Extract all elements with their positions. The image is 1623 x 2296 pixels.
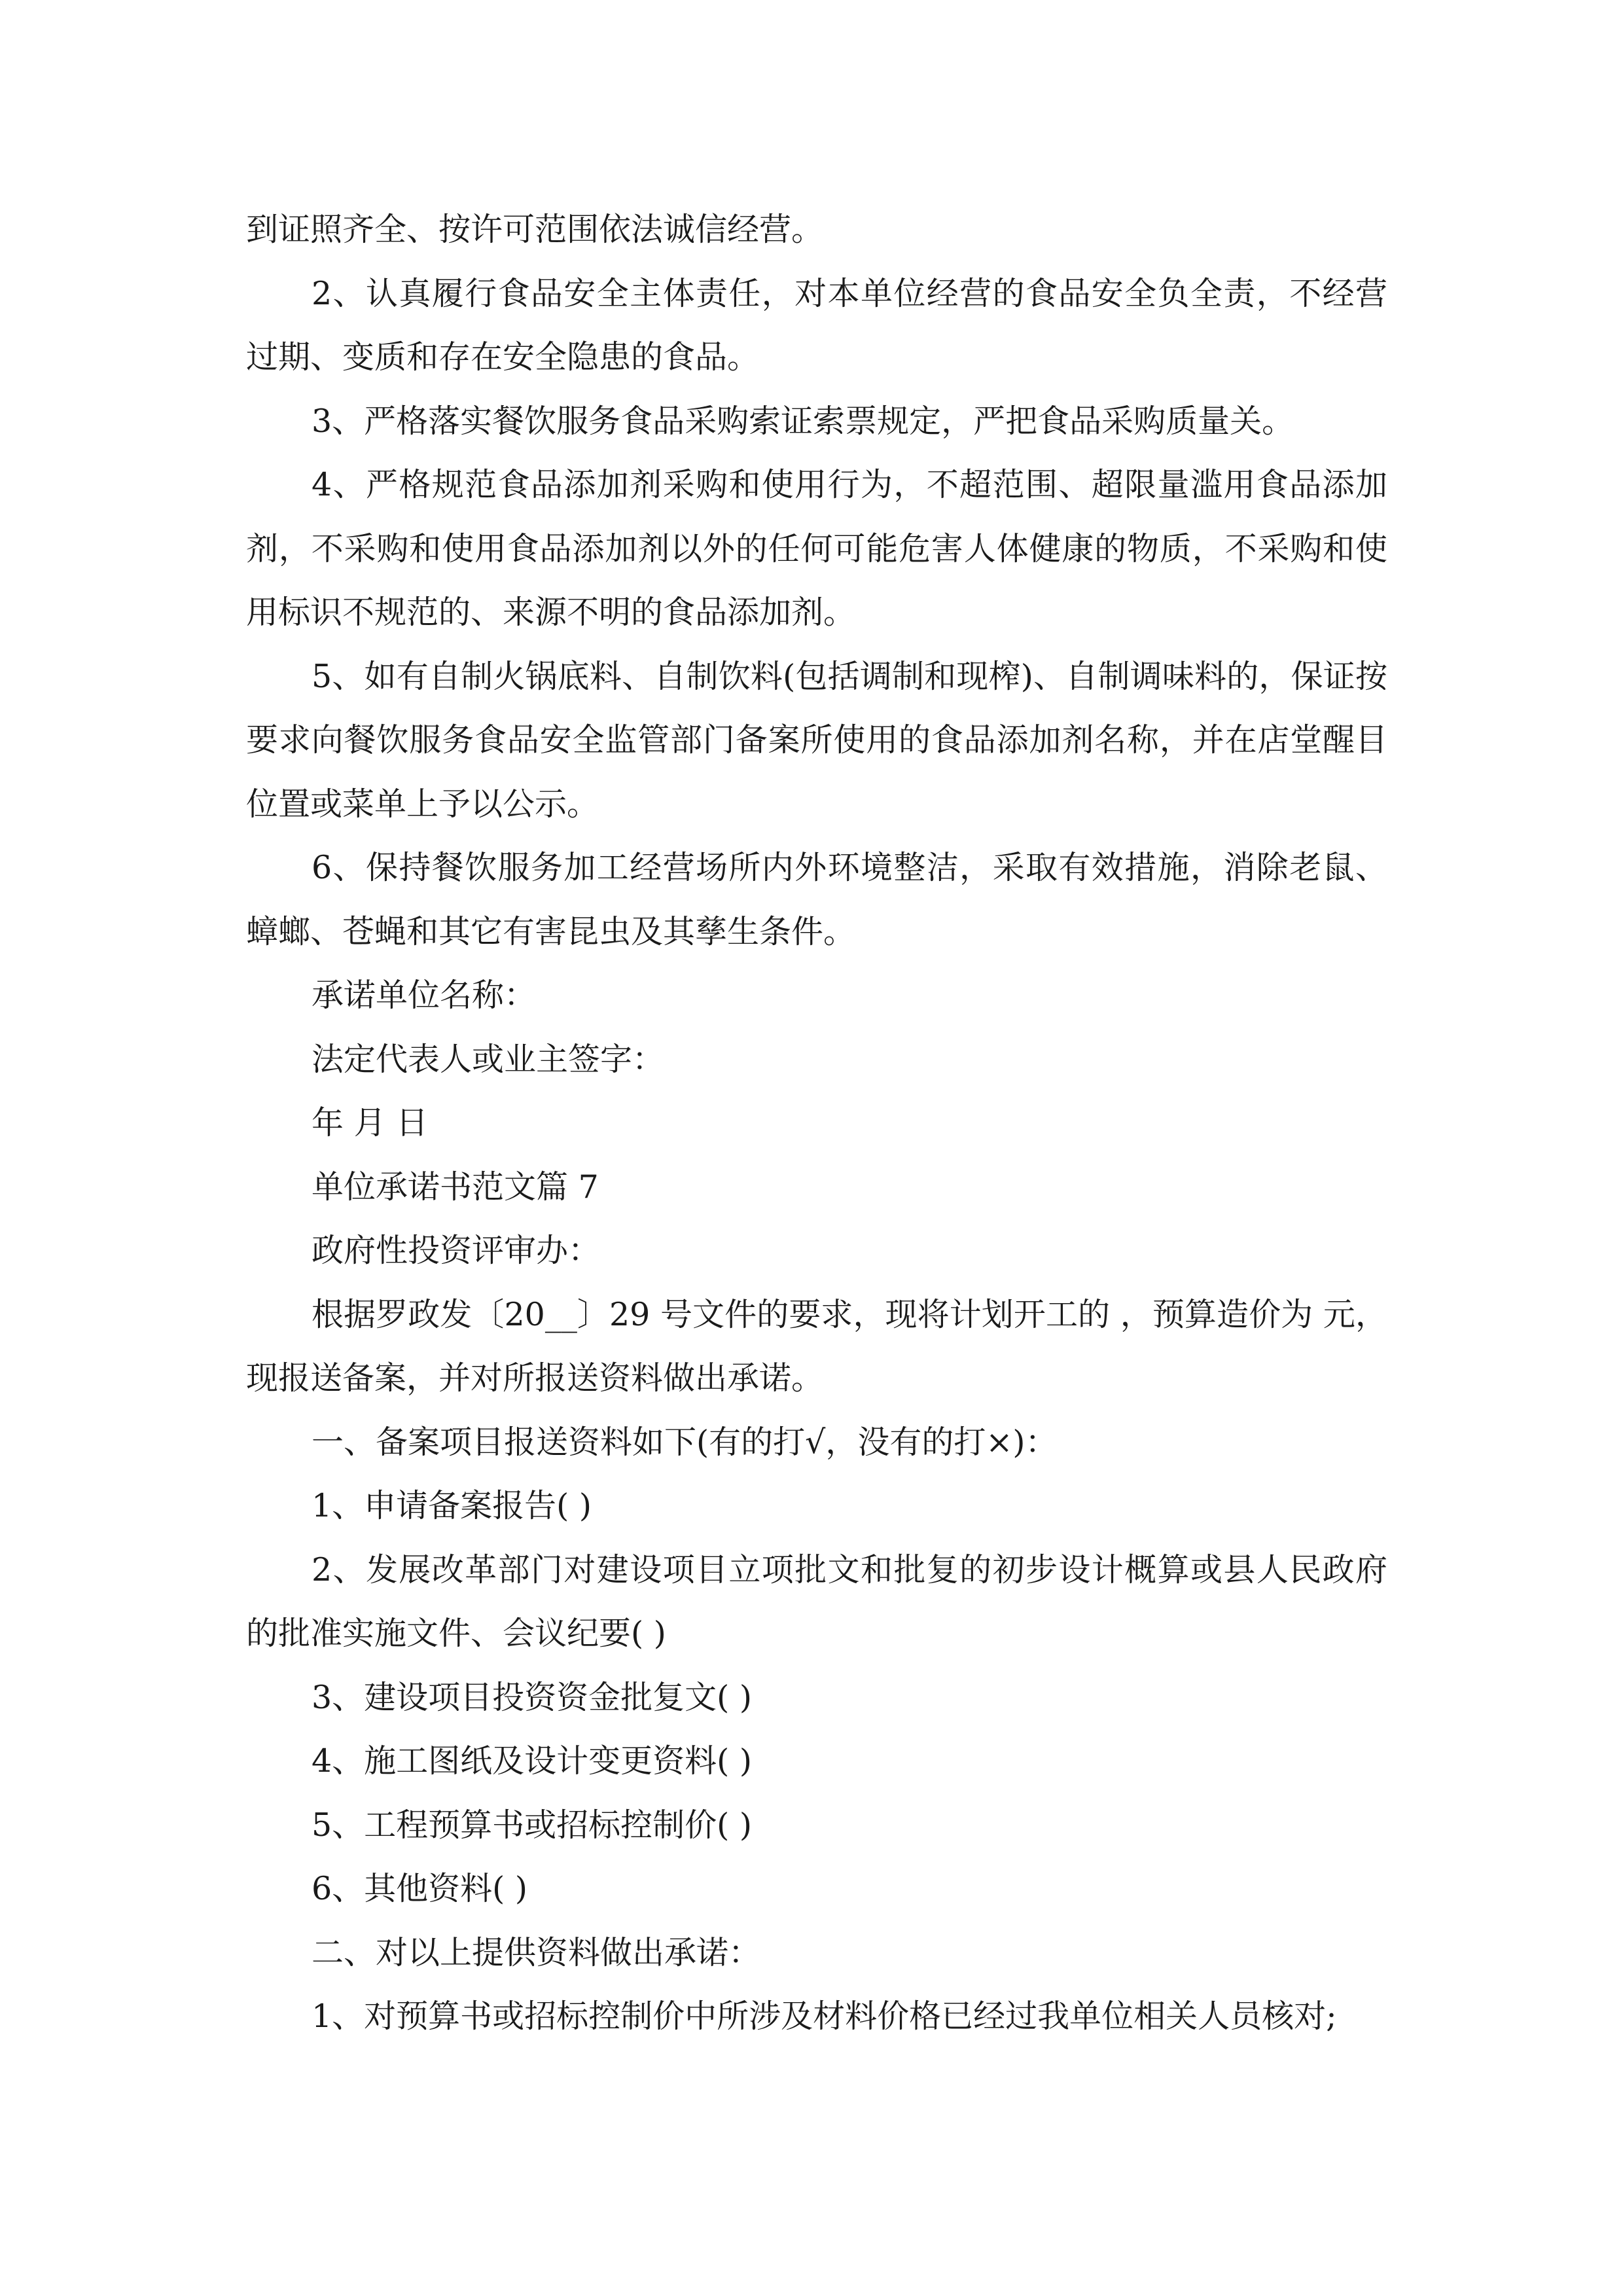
list-heading-1: 一、备案项目报送资料如下(有的打√，没有的打×)： [312, 1423, 1058, 1461]
paragraph-intro: 根据罗政发〔20__〕29 号文件的要求，现将计划开工的 ，预算造价为 元，现报送备案，并对所报送资料做出承诺。 [246, 1295, 1387, 1397]
document-body [246, 198, 1387, 2049]
list-item-2: 2、发展改革部门对建设项目立项批文和批复的初步设计概算或县人民政府的批准实施文件、会议纪要( ) [246, 1551, 1387, 1652]
paragraph-item-5: 5、如有自制火锅底料、自制饮料(包括调制和现榨)、自制调味料的，保证按要求向餐饮服务食品安全监管部门备案所使用的食品添加剂名称，并在店堂醒目位置或菜单上予以公示。 [246, 657, 1387, 823]
paragraph-continuation: 到证照齐全、按许可范围依法诚信经营。 [246, 211, 824, 248]
list-item-6: 6、其他资料( ) [312, 1870, 527, 1907]
section-heading: 单位承诺书范文篇 7 [312, 1168, 599, 1206]
paragraph-item-2: 2、认真履行食品安全主体责任，对本单位经营的食品安全负全责，不经营过期、变质和存在安全隐患的食品。 [246, 274, 1387, 376]
list-item-3: 3、建设项目投资资金批复文( ) [312, 1678, 752, 1716]
list-item-1: 1、申请备案报告( ) [312, 1487, 592, 1524]
list-item-5: 5、工程预算书或招标控制价( ) [312, 1806, 752, 1844]
promising-unit-name: 承诺单位名称： [312, 977, 537, 1014]
paragraph-item-3: 3、严格落实餐饮服务食品采购索证索票规定，严把食品采购质量关。 [312, 402, 1294, 440]
salutation: 政府性投资评审办： [312, 1232, 601, 1269]
commitment-item-1: 1、对预算书或招标控制价中所涉及材料价格已经过我单位相关人员核对; [312, 1998, 1337, 2035]
legal-representative-signature: 法定代表人或业主签字： [312, 1040, 665, 1078]
paragraph-item-6: 6、保持餐饮服务加工经营场所内外环境整洁，采取有效措施，消除老鼠、蟑螂、苍蝇和其它有害昆虫及其孳生条件。 [246, 849, 1387, 950]
list-heading-2: 二、对以上提供资料做出承诺： [312, 1933, 761, 1971]
paragraph-item-4: 4、严格规范食品添加剂采购和使用行为，不超范围、超限量滥用食品添加剂，不采购和使用食品添加剂以外的任何可能危害人体健康的物质，不采购和使用标识不规范的、来源不明的食品添加剂。 [246, 466, 1387, 631]
list-item-4: 4、施工图纸及设计变更资料( ) [312, 1742, 752, 1780]
date-line: 年 月 日 [312, 1104, 429, 1141]
